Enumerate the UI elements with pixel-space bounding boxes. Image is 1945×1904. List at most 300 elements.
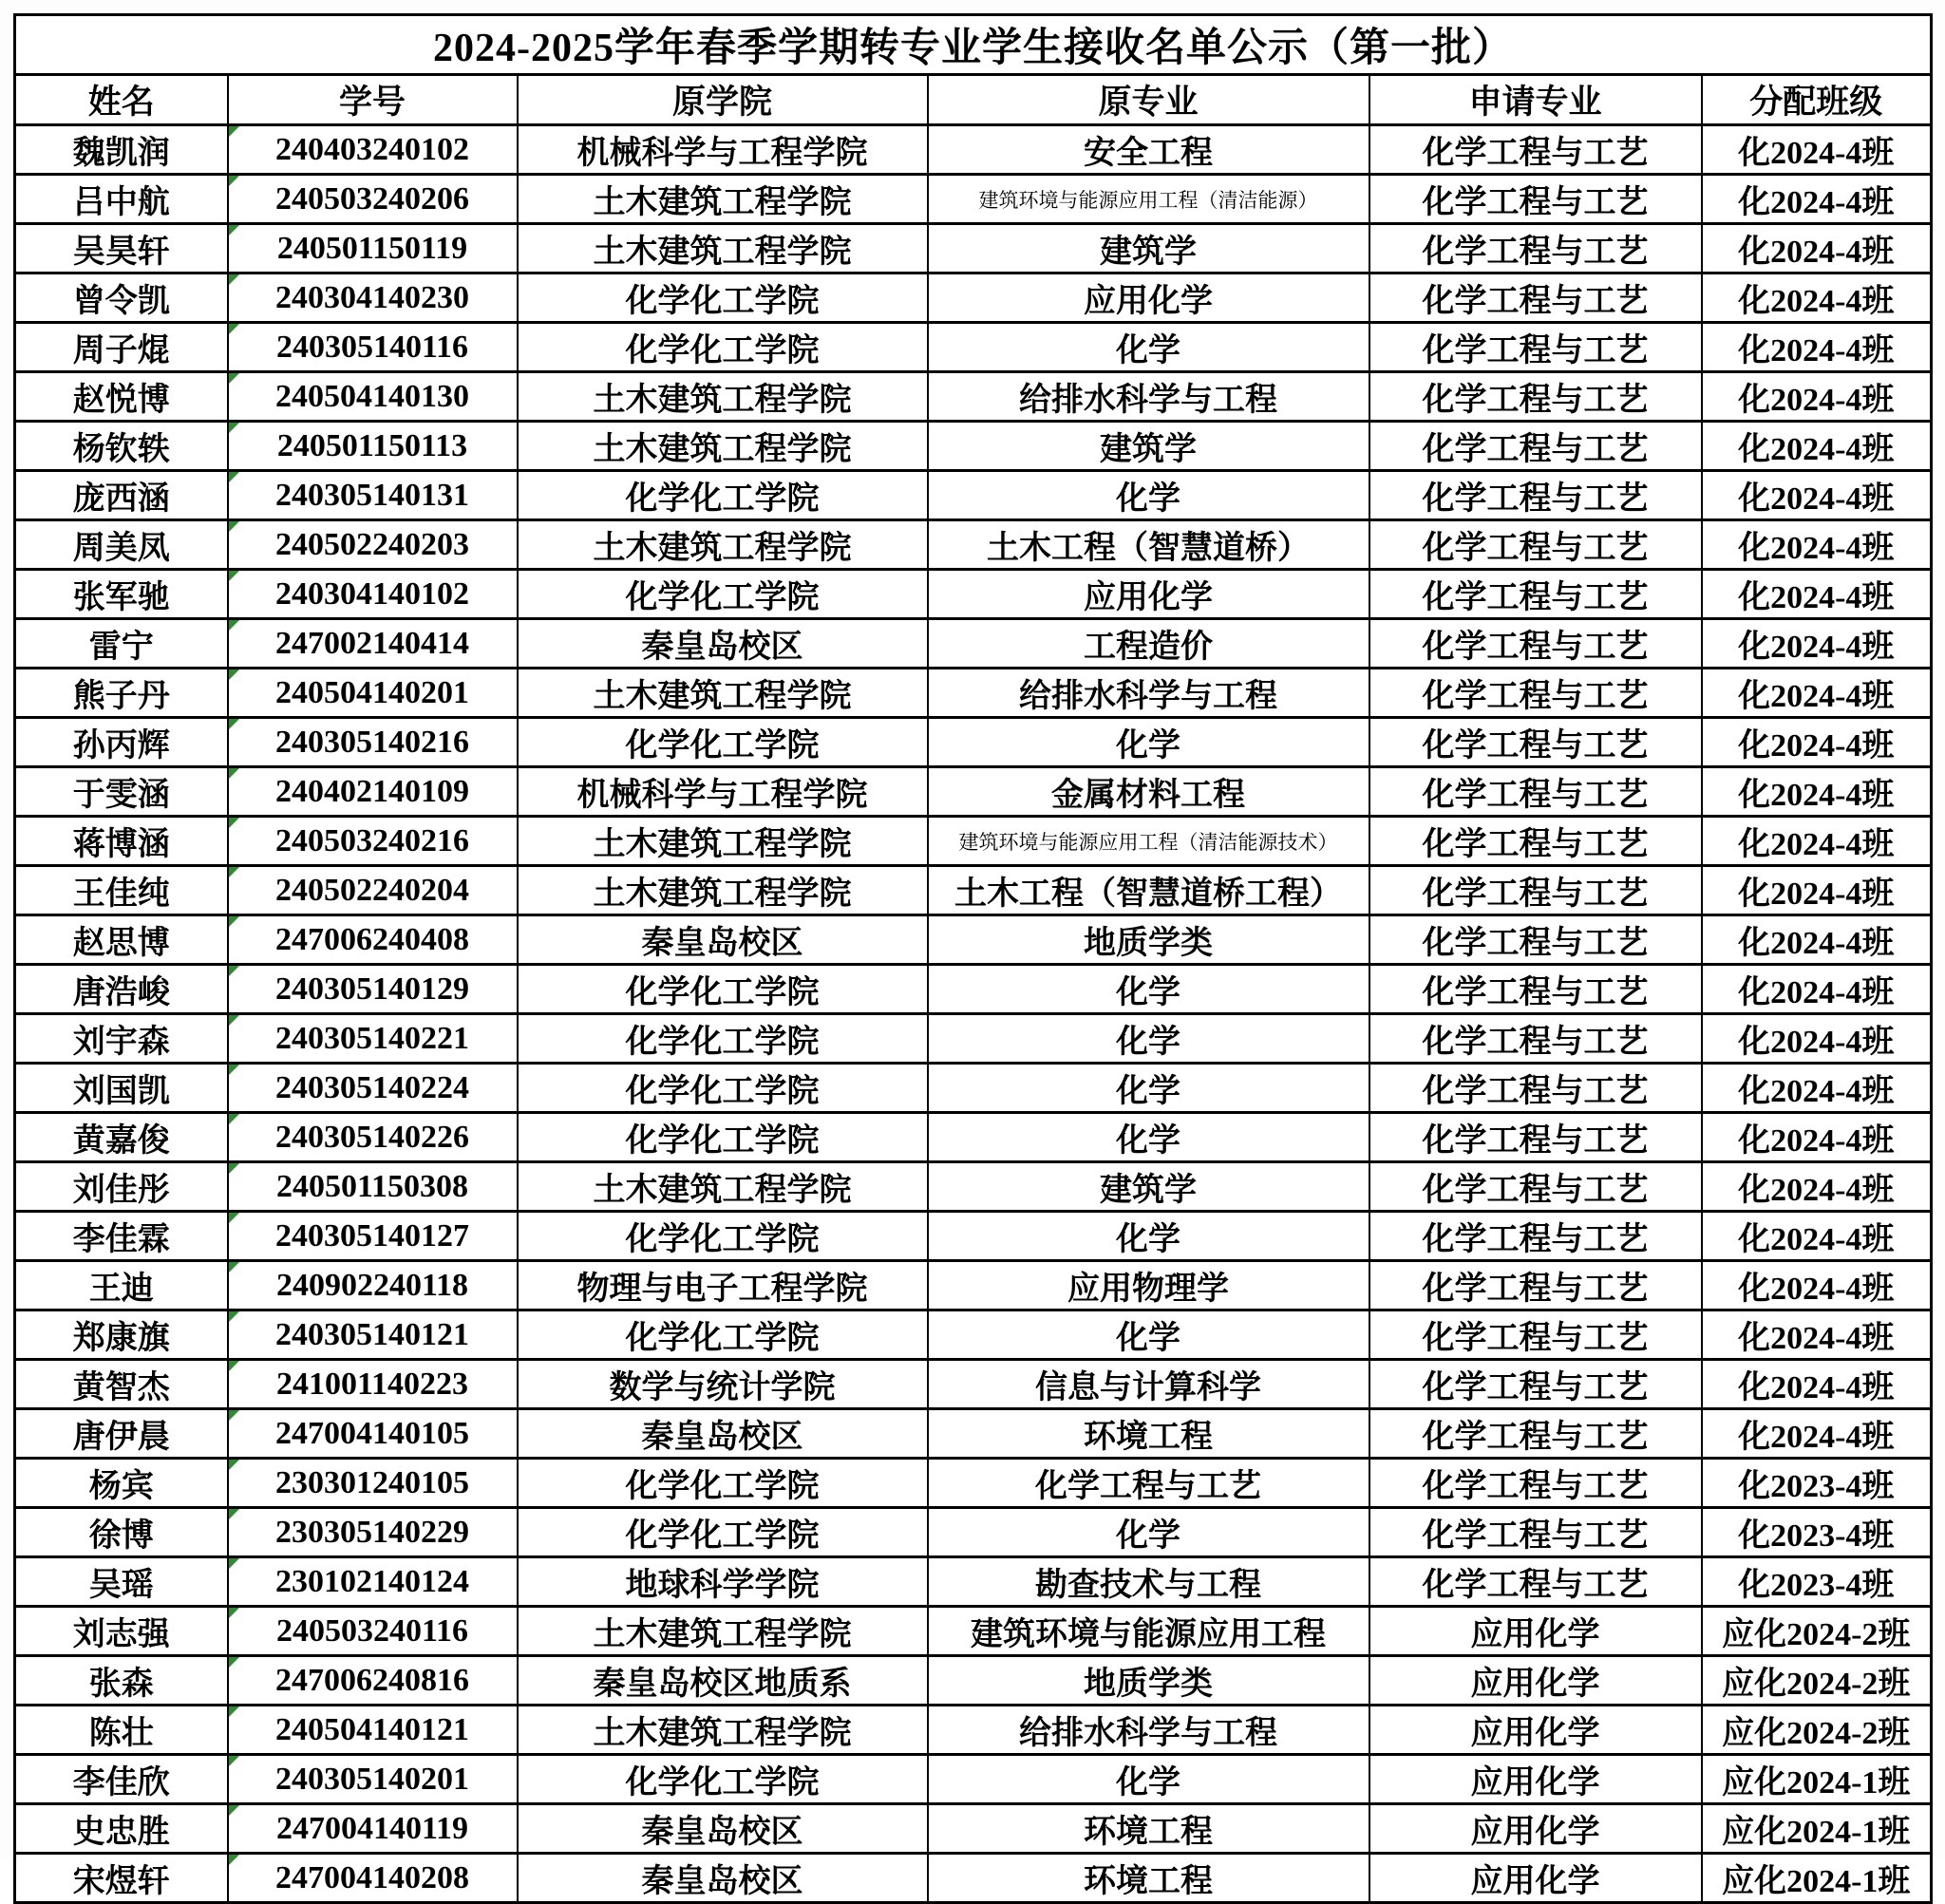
applied-major-cell: 应用化学 [1369, 1755, 1702, 1804]
table-row [15, 372, 1932, 422]
applied-major-cell: 化学工程与工艺 [1369, 570, 1702, 619]
class-cell: 化2024-4班 [1702, 669, 1932, 718]
college-cell: 化学化工学院 [518, 1310, 928, 1360]
green-corner-marker-icon [229, 1065, 239, 1075]
name-cell: 吴瑶 [15, 1557, 228, 1607]
major-cell: 工程造价 [928, 619, 1369, 669]
applied-major-cell: 化学工程与工艺 [1369, 1508, 1702, 1557]
applied-major-cell: 化学工程与工艺 [1369, 471, 1702, 520]
major-cell: 建筑学 [928, 1162, 1369, 1212]
class-cell: 化2023-4班 [1702, 1459, 1932, 1508]
class-cell: 化2023-4班 [1702, 1508, 1932, 1557]
college-cell: 土木建筑工程学院 [518, 866, 928, 915]
class-cell: 化2024-4班 [1702, 1360, 1932, 1409]
class-cell: 化2024-4班 [1702, 125, 1932, 175]
student-id-text: 230301240105 [275, 1464, 469, 1500]
applied-major-cell: 化学工程与工艺 [1369, 224, 1702, 273]
table-row [15, 323, 1932, 372]
class-cell: 化2024-4班 [1702, 915, 1932, 965]
name-cell: 孙丙辉 [15, 718, 228, 767]
applied-major-cell: 化学工程与工艺 [1369, 1064, 1702, 1113]
green-corner-marker-icon [229, 225, 239, 236]
applied-major-cell: 化学工程与工艺 [1369, 1261, 1702, 1310]
green-corner-marker-icon [229, 1015, 239, 1026]
student-id-cell [228, 1113, 518, 1162]
title-row [15, 15, 1932, 75]
green-corner-marker-icon [229, 1855, 239, 1865]
table-row [15, 570, 1932, 619]
applied-major-cell: 应用化学 [1369, 1804, 1702, 1854]
name-cell: 李佳霖 [15, 1212, 228, 1261]
applied-major-cell: 化学工程与工艺 [1369, 1409, 1702, 1459]
college-cell: 土木建筑工程学院 [518, 1706, 928, 1755]
table-row [15, 1212, 1932, 1261]
table-row [15, 422, 1932, 471]
column-header-col-name: 姓名 [15, 75, 228, 125]
green-corner-marker-icon [229, 1756, 239, 1766]
table-row [15, 1607, 1932, 1656]
table-row [15, 619, 1932, 669]
major-cell: 安全工程 [928, 125, 1369, 175]
class-cell: 化2024-4班 [1702, 520, 1932, 570]
student-id-text: 240402140109 [275, 773, 469, 809]
name-cell: 周子焜 [15, 323, 228, 372]
student-id-text: 240501150308 [275, 1168, 469, 1204]
student-id-cell [228, 570, 518, 619]
name-cell: 唐浩峻 [15, 965, 228, 1014]
name-cell: 陈壮 [15, 1706, 228, 1755]
college-cell: 化学化工学院 [518, 1459, 928, 1508]
table-row [15, 1113, 1932, 1162]
college-cell: 机械科学与工程学院 [518, 125, 928, 175]
table-row [15, 1656, 1932, 1706]
applied-major-cell: 化学工程与工艺 [1369, 520, 1702, 570]
class-cell: 化2024-4班 [1702, 1113, 1932, 1162]
applied-major-cell: 化学工程与工艺 [1369, 965, 1702, 1014]
class-cell: 应化2024-1班 [1702, 1804, 1932, 1854]
major-cell: 土木工程（智慧道桥工程） [928, 866, 1369, 915]
table-row [15, 1508, 1932, 1557]
student-id-text: 230102140124 [275, 1563, 469, 1599]
green-corner-marker-icon [229, 521, 239, 532]
student-id-cell [228, 718, 518, 767]
major-cell: 化学 [928, 1014, 1369, 1064]
applied-major-cell: 化学工程与工艺 [1369, 718, 1702, 767]
table-row [15, 767, 1932, 817]
name-cell: 徐博 [15, 1508, 228, 1557]
student-id-text: 230305140229 [275, 1514, 469, 1550]
name-cell: 杨宾 [15, 1459, 228, 1508]
table-row [15, 866, 1932, 915]
student-id-text: 247004140119 [275, 1810, 469, 1846]
class-cell: 化2024-4班 [1702, 323, 1932, 372]
college-cell: 化学化工学院 [518, 718, 928, 767]
student-id-text: 240305140116 [275, 329, 469, 365]
green-corner-marker-icon [229, 571, 239, 581]
major-cell: 金属材料工程 [928, 767, 1369, 817]
college-cell: 化学化工学院 [518, 323, 928, 372]
green-corner-marker-icon [229, 1163, 239, 1174]
student-id-cell [228, 224, 518, 273]
class-cell: 化2024-4班 [1702, 372, 1932, 422]
major-cell: 勘查技术与工程 [928, 1557, 1369, 1607]
table-row [15, 1409, 1932, 1459]
class-cell: 化2024-4班 [1702, 866, 1932, 915]
table-row [15, 817, 1932, 866]
name-cell: 刘宇森 [15, 1014, 228, 1064]
college-cell: 土木建筑工程学院 [518, 422, 928, 471]
student-id-cell [228, 1014, 518, 1064]
name-cell: 吴昊轩 [15, 224, 228, 273]
name-cell: 蒋博涵 [15, 817, 228, 866]
green-corner-marker-icon [229, 472, 239, 482]
name-cell: 刘志强 [15, 1607, 228, 1656]
college-cell: 化学化工学院 [518, 1508, 928, 1557]
green-corner-marker-icon [229, 916, 239, 927]
student-id-text: 240305140221 [275, 1020, 469, 1056]
green-corner-marker-icon [229, 1361, 239, 1371]
column-header-col-student-id: 学号 [228, 75, 518, 125]
major-cell: 建筑环境与能源应用工程 [928, 1607, 1369, 1656]
student-id-cell [228, 1557, 518, 1607]
student-id-text: 240504140201 [275, 674, 469, 710]
class-cell: 化2024-4班 [1702, 1014, 1932, 1064]
table-row [15, 1162, 1932, 1212]
applied-major-cell: 化学工程与工艺 [1369, 915, 1702, 965]
major-cell: 地质学类 [928, 1656, 1369, 1706]
class-cell: 化2024-4班 [1702, 767, 1932, 817]
applied-major-cell: 化学工程与工艺 [1369, 619, 1702, 669]
major-cell: 环境工程 [928, 1804, 1369, 1854]
name-cell: 周美凤 [15, 520, 228, 570]
student-id-cell [228, 520, 518, 570]
student-id-text: 247006240816 [275, 1662, 469, 1698]
table-row [15, 224, 1932, 273]
college-cell: 物理与电子工程学院 [518, 1261, 928, 1310]
student-id-cell [228, 866, 518, 915]
college-cell: 秦皇岛校区 [518, 1854, 928, 1903]
applied-major-cell: 应用化学 [1369, 1706, 1702, 1755]
class-cell: 化2024-4班 [1702, 422, 1932, 471]
class-cell: 化2023-4班 [1702, 1557, 1932, 1607]
college-cell: 土木建筑工程学院 [518, 372, 928, 422]
green-corner-marker-icon [229, 126, 239, 137]
applied-major-cell: 化学工程与工艺 [1369, 1310, 1702, 1360]
class-cell: 化2024-4班 [1702, 1064, 1932, 1113]
major-cell: 化学 [928, 718, 1369, 767]
green-corner-marker-icon [229, 1509, 239, 1519]
name-cell: 熊子丹 [15, 669, 228, 718]
applied-major-cell: 化学工程与工艺 [1369, 323, 1702, 372]
applied-major-cell: 化学工程与工艺 [1369, 767, 1702, 817]
table-row [15, 718, 1932, 767]
student-id-text: 240403240102 [275, 131, 469, 167]
student-id-cell [228, 323, 518, 372]
name-cell: 吕中航 [15, 175, 228, 224]
applied-major-cell: 化学工程与工艺 [1369, 1212, 1702, 1261]
name-cell: 庞西涵 [15, 471, 228, 520]
major-cell: 化学 [928, 1212, 1369, 1261]
green-corner-marker-icon [229, 1460, 239, 1470]
table-body [15, 125, 1932, 1903]
table-row [15, 1755, 1932, 1804]
student-id-cell [228, 619, 518, 669]
green-corner-marker-icon [229, 1311, 239, 1322]
major-cell: 化学 [928, 1755, 1369, 1804]
student-id-cell [228, 1607, 518, 1656]
green-corner-marker-icon [229, 1410, 239, 1421]
student-id-text: 240502240203 [275, 526, 469, 562]
college-cell: 化学化工学院 [518, 1212, 928, 1261]
column-header-col-applied-major: 申请专业 [1369, 75, 1702, 125]
student-id-cell [228, 817, 518, 866]
major-cell: 地质学类 [928, 915, 1369, 965]
table-row [15, 520, 1932, 570]
column-header-row [15, 75, 1932, 125]
class-cell: 应化2024-2班 [1702, 1607, 1932, 1656]
student-id-text: 240504140130 [275, 378, 469, 414]
class-cell: 化2024-4班 [1702, 224, 1932, 273]
major-cell: 给排水科学与工程 [928, 372, 1369, 422]
student-id-text: 240305140226 [275, 1119, 469, 1155]
applied-major-cell: 化学工程与工艺 [1369, 175, 1702, 224]
green-corner-marker-icon [229, 1706, 239, 1717]
green-corner-marker-icon [229, 1805, 239, 1816]
major-cell: 环境工程 [928, 1854, 1369, 1903]
green-corner-marker-icon [229, 966, 239, 976]
class-cell: 化2024-4班 [1702, 471, 1932, 520]
applied-major-cell: 应用化学 [1369, 1607, 1702, 1656]
college-cell: 化学化工学院 [518, 273, 928, 323]
student-id-cell [228, 1212, 518, 1261]
student-id-cell [228, 965, 518, 1014]
green-corner-marker-icon [229, 274, 239, 285]
college-cell: 数学与统计学院 [518, 1360, 928, 1409]
class-cell: 化2024-4班 [1702, 965, 1932, 1014]
name-cell: 宋煜轩 [15, 1854, 228, 1903]
class-cell: 化2024-4班 [1702, 1409, 1932, 1459]
applied-major-cell: 化学工程与工艺 [1369, 1360, 1702, 1409]
college-cell: 秦皇岛校区 [518, 915, 928, 965]
college-cell: 化学化工学院 [518, 570, 928, 619]
name-cell: 于雯涵 [15, 767, 228, 817]
applied-major-cell: 应用化学 [1369, 1854, 1702, 1903]
student-id-text: 240305140216 [275, 724, 469, 760]
student-id-text: 240902240118 [275, 1267, 469, 1303]
college-cell: 地球科学学院 [518, 1557, 928, 1607]
green-corner-marker-icon [229, 719, 239, 729]
student-id-text: 247004140105 [275, 1415, 469, 1451]
college-cell: 化学化工学院 [518, 1755, 928, 1804]
college-cell: 秦皇岛校区 [518, 1804, 928, 1854]
name-cell: 雷宁 [15, 619, 228, 669]
major-cell: 建筑环境与能源应用工程（清洁能源） [928, 175, 1369, 224]
student-id-cell [228, 273, 518, 323]
student-id-cell [228, 125, 518, 175]
college-cell: 化学化工学院 [518, 1113, 928, 1162]
major-cell: 环境工程 [928, 1409, 1369, 1459]
green-corner-marker-icon [229, 818, 239, 828]
table-head [15, 15, 1932, 125]
major-cell: 化学 [928, 471, 1369, 520]
green-corner-marker-icon [229, 669, 239, 680]
table-row [15, 1064, 1932, 1113]
major-cell: 化学 [928, 1508, 1369, 1557]
student-id-cell [228, 1459, 518, 1508]
green-corner-marker-icon [229, 1657, 239, 1668]
major-cell: 化学 [928, 965, 1369, 1014]
student-id-cell [228, 1310, 518, 1360]
student-id-cell [228, 1508, 518, 1557]
college-cell: 土木建筑工程学院 [518, 520, 928, 570]
class-cell: 化2024-4班 [1702, 273, 1932, 323]
applied-major-cell: 应用化学 [1369, 1656, 1702, 1706]
college-cell: 化学化工学院 [518, 471, 928, 520]
major-cell: 化学 [928, 1064, 1369, 1113]
student-id-cell [228, 1706, 518, 1755]
student-id-cell [228, 767, 518, 817]
class-cell: 化2024-4班 [1702, 619, 1932, 669]
student-id-cell [228, 1261, 518, 1310]
applied-major-cell: 化学工程与工艺 [1369, 125, 1702, 175]
table-row [15, 1804, 1932, 1854]
class-cell: 化2024-4班 [1702, 1261, 1932, 1310]
major-cell: 化学 [928, 1310, 1369, 1360]
name-cell: 李佳欣 [15, 1755, 228, 1804]
table-row [15, 669, 1932, 718]
name-cell: 郑康旗 [15, 1310, 228, 1360]
college-cell: 秦皇岛校区 [518, 619, 928, 669]
college-cell: 秦皇岛校区 [518, 1409, 928, 1459]
student-id-cell [228, 915, 518, 965]
table-row [15, 1557, 1932, 1607]
student-id-cell [228, 175, 518, 224]
green-corner-marker-icon [229, 1114, 239, 1124]
green-corner-marker-icon [229, 373, 239, 384]
column-header-col-major: 原专业 [928, 75, 1369, 125]
name-cell: 唐伊晨 [15, 1409, 228, 1459]
column-header-col-class: 分配班级 [1702, 75, 1932, 125]
student-id-cell [228, 1409, 518, 1459]
student-id-text: 240305140224 [275, 1069, 469, 1105]
table-row [15, 1360, 1932, 1409]
college-cell: 化学化工学院 [518, 965, 928, 1014]
name-cell: 张森 [15, 1656, 228, 1706]
student-id-text: 240305140201 [275, 1761, 469, 1797]
major-cell: 建筑学 [928, 224, 1369, 273]
student-id-text: 247006240408 [275, 921, 469, 957]
student-id-text: 240501150113 [276, 427, 468, 463]
table-row [15, 1706, 1932, 1755]
name-cell: 王迪 [15, 1261, 228, 1310]
student-id-text: 241001140223 [275, 1366, 469, 1402]
green-corner-marker-icon [229, 620, 239, 631]
student-id-text: 240502240204 [275, 872, 469, 908]
applied-major-cell: 化学工程与工艺 [1369, 866, 1702, 915]
student-id-text: 240305140121 [275, 1316, 469, 1352]
applied-major-cell: 化学工程与工艺 [1369, 669, 1702, 718]
student-id-cell [228, 1064, 518, 1113]
student-id-text: 240304140102 [275, 575, 469, 612]
college-cell: 土木建筑工程学院 [518, 175, 928, 224]
table-row [15, 1014, 1932, 1064]
college-cell: 土木建筑工程学院 [518, 1607, 928, 1656]
student-id-cell [228, 422, 518, 471]
college-cell: 机械科学与工程学院 [518, 767, 928, 817]
student-id-text: 247002140414 [275, 625, 469, 661]
major-cell: 建筑学 [928, 422, 1369, 471]
name-cell: 张军驰 [15, 570, 228, 619]
table-row [15, 1854, 1932, 1903]
name-cell: 黄嘉俊 [15, 1113, 228, 1162]
student-id-cell [228, 372, 518, 422]
student-id-text: 240305140129 [275, 971, 469, 1007]
name-cell: 曾令凯 [15, 273, 228, 323]
class-cell: 应化2024-1班 [1702, 1755, 1932, 1804]
student-id-cell [228, 1804, 518, 1854]
student-id-text: 247004140208 [275, 1859, 469, 1895]
column-header-col-college: 原学院 [518, 75, 928, 125]
name-cell: 刘佳彤 [15, 1162, 228, 1212]
table-row [15, 915, 1932, 965]
student-id-cell [228, 1656, 518, 1706]
student-id-cell [228, 471, 518, 520]
applied-major-cell: 化学工程与工艺 [1369, 1459, 1702, 1508]
name-cell: 赵思博 [15, 915, 228, 965]
applied-major-cell: 化学工程与工艺 [1369, 372, 1702, 422]
student-id-text: 240305140131 [275, 477, 469, 513]
green-corner-marker-icon [229, 324, 239, 334]
table-row [15, 1310, 1932, 1360]
college-cell: 土木建筑工程学院 [518, 817, 928, 866]
college-cell: 土木建筑工程学院 [518, 669, 928, 718]
name-cell: 史忠胜 [15, 1804, 228, 1854]
college-cell: 土木建筑工程学院 [518, 224, 928, 273]
table-row [15, 471, 1932, 520]
applied-major-cell: 化学工程与工艺 [1369, 273, 1702, 323]
name-cell: 刘国凯 [15, 1064, 228, 1113]
green-corner-marker-icon [229, 867, 239, 877]
class-cell: 化2024-4班 [1702, 570, 1932, 619]
student-id-text: 240503240206 [275, 180, 469, 217]
college-cell: 秦皇岛校区地质系 [518, 1656, 928, 1706]
college-cell: 化学化工学院 [518, 1064, 928, 1113]
table-row [15, 175, 1932, 224]
transfer-roster-table [13, 13, 1933, 1904]
student-id-cell [228, 1360, 518, 1409]
applied-major-cell: 化学工程与工艺 [1369, 1113, 1702, 1162]
name-cell: 杨钦轶 [15, 422, 228, 471]
major-cell: 化学工程与工艺 [928, 1459, 1369, 1508]
applied-major-cell: 化学工程与工艺 [1369, 422, 1702, 471]
name-cell: 魏凯润 [15, 125, 228, 175]
table-row [15, 125, 1932, 175]
major-cell: 应用化学 [928, 570, 1369, 619]
green-corner-marker-icon [229, 1213, 239, 1223]
student-id-cell [228, 669, 518, 718]
major-cell: 给排水科学与工程 [928, 669, 1369, 718]
applied-major-cell: 化学工程与工艺 [1369, 1014, 1702, 1064]
green-corner-marker-icon [229, 176, 239, 186]
class-cell: 化2024-4班 [1702, 175, 1932, 224]
name-cell: 赵悦博 [15, 372, 228, 422]
student-id-text: 240305140127 [275, 1217, 469, 1254]
class-cell: 应化2024-2班 [1702, 1656, 1932, 1706]
student-id-text: 240503240216 [275, 822, 469, 858]
major-cell: 应用物理学 [928, 1261, 1369, 1310]
major-cell: 建筑环境与能源应用工程（清洁能源技术） [928, 817, 1369, 866]
major-cell: 信息与计算科学 [928, 1360, 1369, 1409]
